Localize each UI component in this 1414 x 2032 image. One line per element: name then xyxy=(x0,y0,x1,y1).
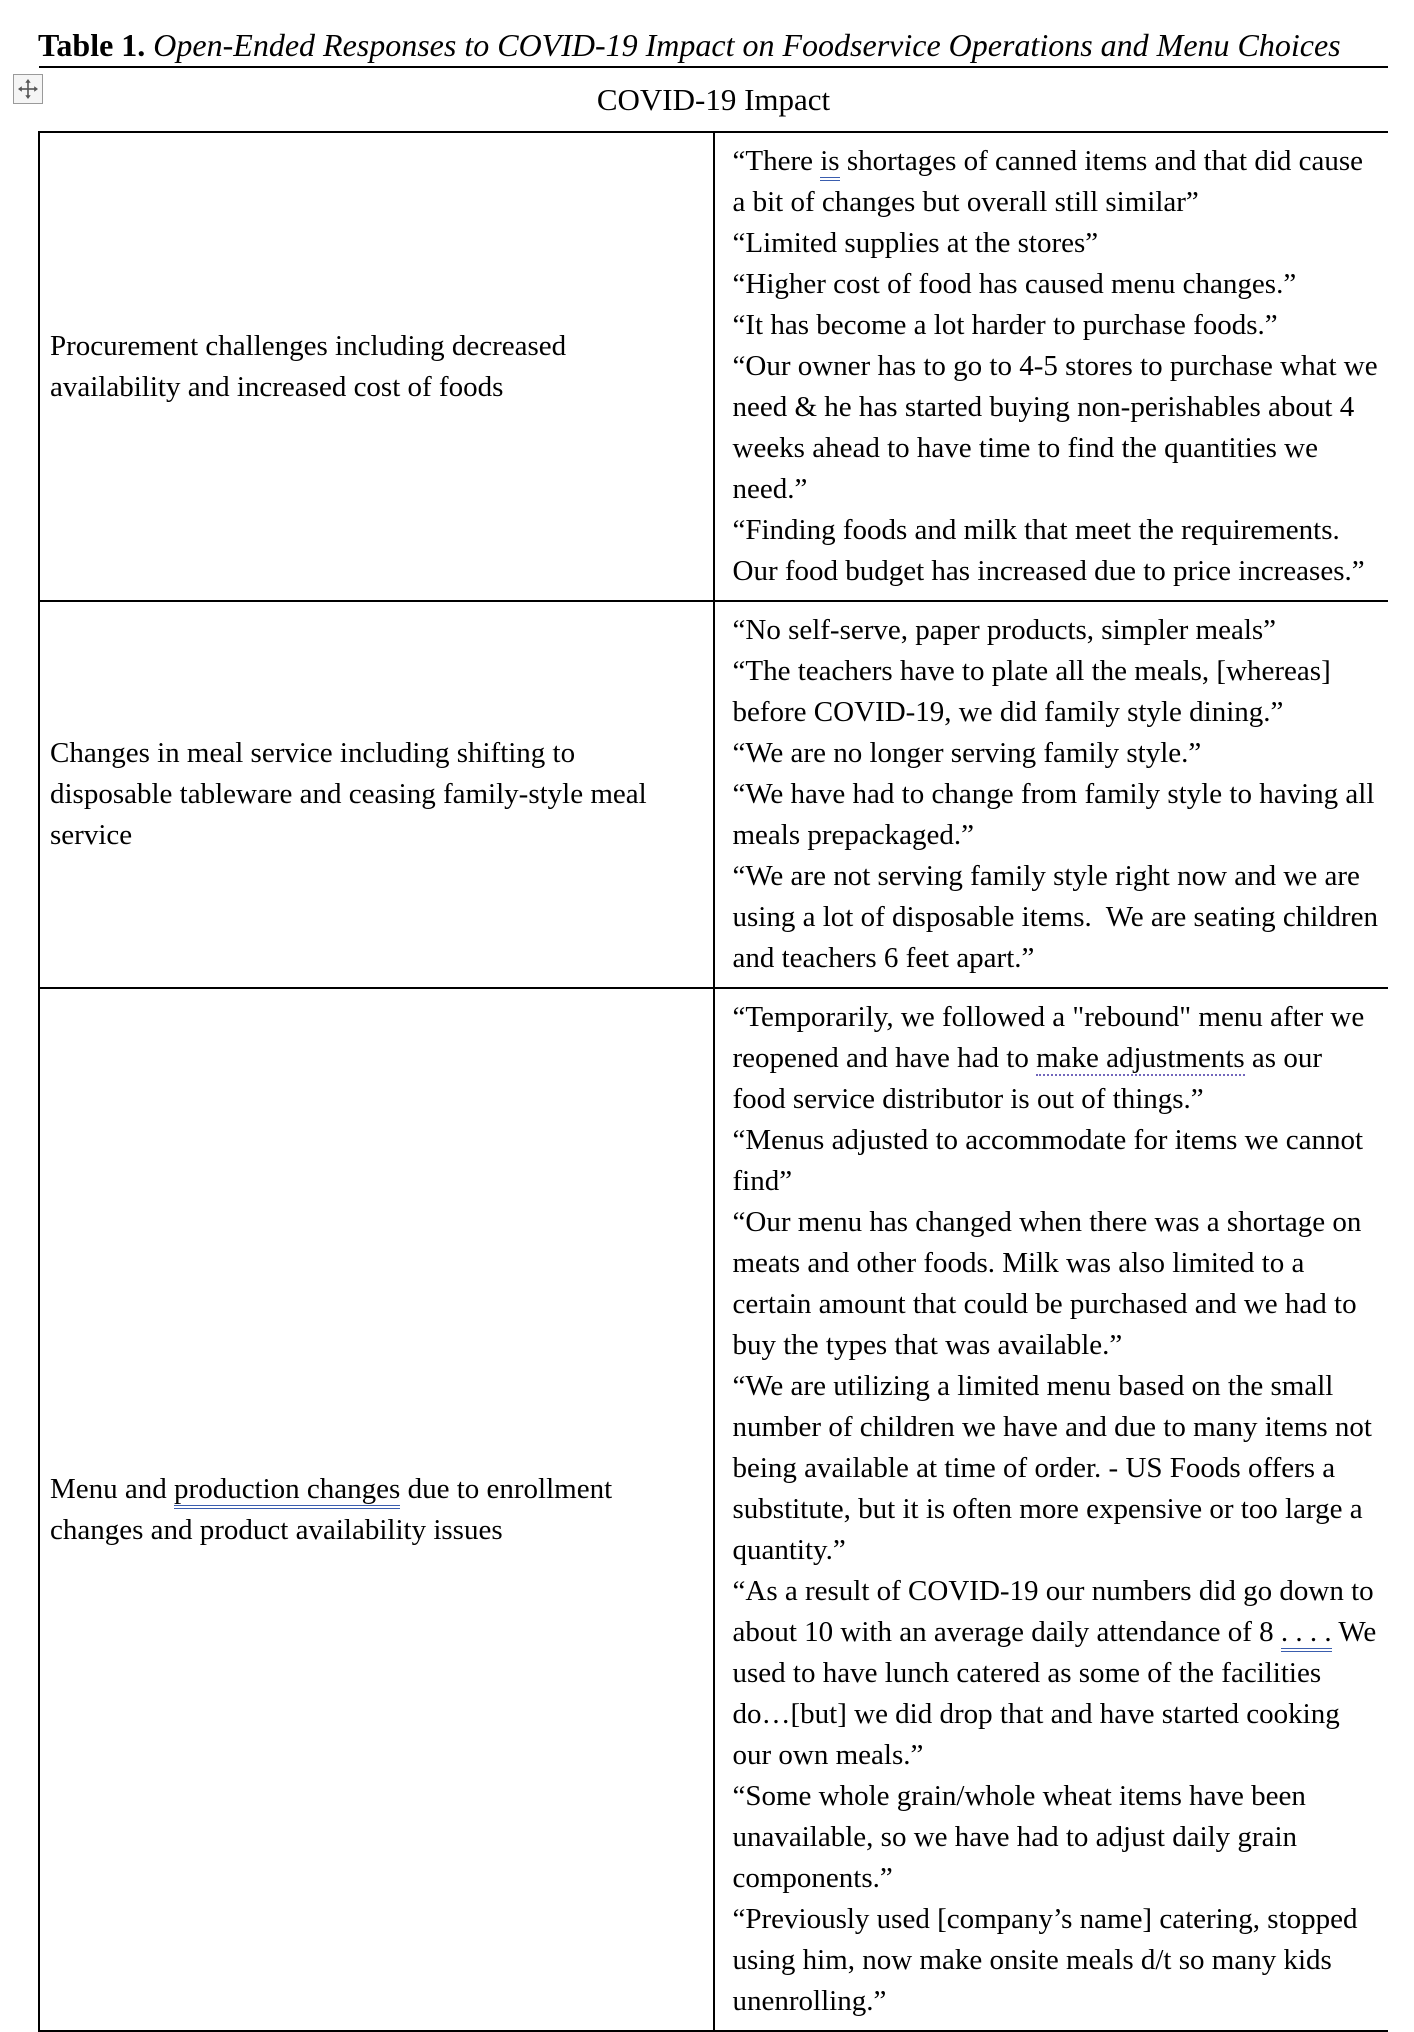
quote-paragraph xyxy=(732,856,1386,979)
text-run: “Our menu has changed when there was a shortage on meats and other foods. Milk was also limited to a certain amount that could be purchased and we had to buy the types that was available.” xyxy=(732,1206,1369,1361)
text-run: “Some whole grain/whole wheat items have been unavailable, so we have had to adjust daily grain components.” xyxy=(732,1780,1314,1894)
quote-paragraph xyxy=(733,1776,1379,1899)
text-run: “No self-serve, paper products, simpler meals” xyxy=(732,614,1277,646)
text-run: “Menus adjusted to accommodate for items we cannot find” xyxy=(732,1124,1371,1197)
quote-paragraph xyxy=(733,733,1379,774)
text-run: “Finding foods and milk that meet the requirements. Our food budget has increased due to price increases.” xyxy=(732,514,1365,587)
category-cell xyxy=(39,601,714,988)
quote-paragraph xyxy=(733,651,1379,733)
table-body xyxy=(39,132,1388,2031)
covid-impact-table xyxy=(38,66,1388,2032)
text-run: “Previously used [company’s name] catering, stopped using him, now make onsite meals d/t so many kids unenrolling.” xyxy=(732,1903,1365,2017)
category-cell xyxy=(39,132,714,601)
grammar-marked-text[interactable]: . . . . xyxy=(1281,1616,1332,1652)
text-run: “Temporarily, we followed a "rebound" menu after we reopened and have had to xyxy=(732,1001,1372,1074)
quote-paragraph xyxy=(733,610,1379,651)
table-header-title: COVID-19 Impact xyxy=(39,67,1388,132)
quote-paragraph xyxy=(733,1899,1379,2022)
text-run: “There xyxy=(732,145,821,177)
text-run: as our food service distributor is out of things.” xyxy=(732,1042,1330,1115)
text-run: “We are not serving family style right now and we are using a lot of disposable items. We are seating children and teachers 6 feet apart.” xyxy=(732,860,1386,974)
quote-paragraph xyxy=(733,1120,1379,1202)
text-run: “The teachers have to plate all the meals, [whereas] before COVID-19, we did family style dining.” xyxy=(732,655,1338,728)
text-run: shortages of canned items and that did cause a bit of changes but overall still similar” xyxy=(732,145,1371,218)
quote-paragraph xyxy=(733,1366,1379,1571)
text-run: due to enrollment changes and product availability issues xyxy=(50,1472,613,1546)
table-caption-label: Table 1. xyxy=(38,27,146,63)
category-cell xyxy=(39,988,714,2031)
quote-paragraph xyxy=(733,997,1379,1120)
text-run: “We have had to change from family style to having all meals prepackaged.” xyxy=(732,778,1382,851)
table-row xyxy=(39,601,1388,988)
text-run: “Our owner has to go to 4-5 stores to purchase what we need & he has started buying non-perishables about 4 weeks ahead to have time to find the quantities we need.” xyxy=(732,350,1385,505)
grammar-marked-text[interactable]: is xyxy=(820,145,839,181)
responses-cell xyxy=(714,132,1389,601)
table-row xyxy=(39,132,1388,601)
move-cross-arrows-icon xyxy=(18,79,38,99)
text-run: Menu and xyxy=(50,1472,175,1505)
text-run: “As a result of COVID-19 our numbers did go down to about 10 with an average daily attendance of 8 xyxy=(732,1575,1381,1648)
quote-paragraph xyxy=(733,1202,1379,1366)
text-run: Changes in meal service including shifting to disposable tableware and ceasing family-style meal service xyxy=(50,737,647,851)
quote-paragraph xyxy=(733,141,1379,223)
text-run: “We are utilizing a limited menu based on the small number of children we have and due to many items not being available at time of order. - US Foods offers a substitute, but it is often more expensive or too large a quantity.” xyxy=(732,1370,1380,1566)
table-header-row xyxy=(39,67,1388,132)
quote-paragraph xyxy=(732,1571,1384,1776)
text-run: Procurement challenges including decreased availability and increased cost of foods xyxy=(50,329,567,403)
quote-paragraph xyxy=(732,346,1385,510)
text-run: “It has become a lot harder to purchase foods.” xyxy=(732,309,1278,341)
quote-paragraph xyxy=(733,223,1379,264)
responses-cell xyxy=(714,988,1389,2031)
quote-paragraph xyxy=(733,305,1379,346)
table-caption xyxy=(38,24,1394,66)
table-caption-text: Open-Ended Responses to COVID-19 Impact on Foodservice Operations and Menu Choices xyxy=(145,27,1341,63)
text-run: “We are no longer serving family style.” xyxy=(732,737,1202,769)
text-run: “Higher cost of food has caused menu changes.” xyxy=(732,268,1297,300)
suggestion-marked-text[interactable]: make adjustments xyxy=(1036,1042,1245,1074)
text-run: “Limited supplies at the stores” xyxy=(732,227,1099,259)
table-row xyxy=(39,988,1388,2031)
grammar-marked-text[interactable]: production changes xyxy=(174,1473,400,1509)
quote-paragraph xyxy=(733,264,1379,305)
quote-paragraph xyxy=(733,510,1379,592)
quote-paragraph xyxy=(732,774,1382,856)
table-move-handle-icon[interactable] xyxy=(13,74,43,104)
responses-cell xyxy=(714,601,1389,988)
text-run: We used to have lunch catered as some of the facilities do…[but] we did drop that and have started cooking our own meals.” xyxy=(732,1616,1384,1771)
